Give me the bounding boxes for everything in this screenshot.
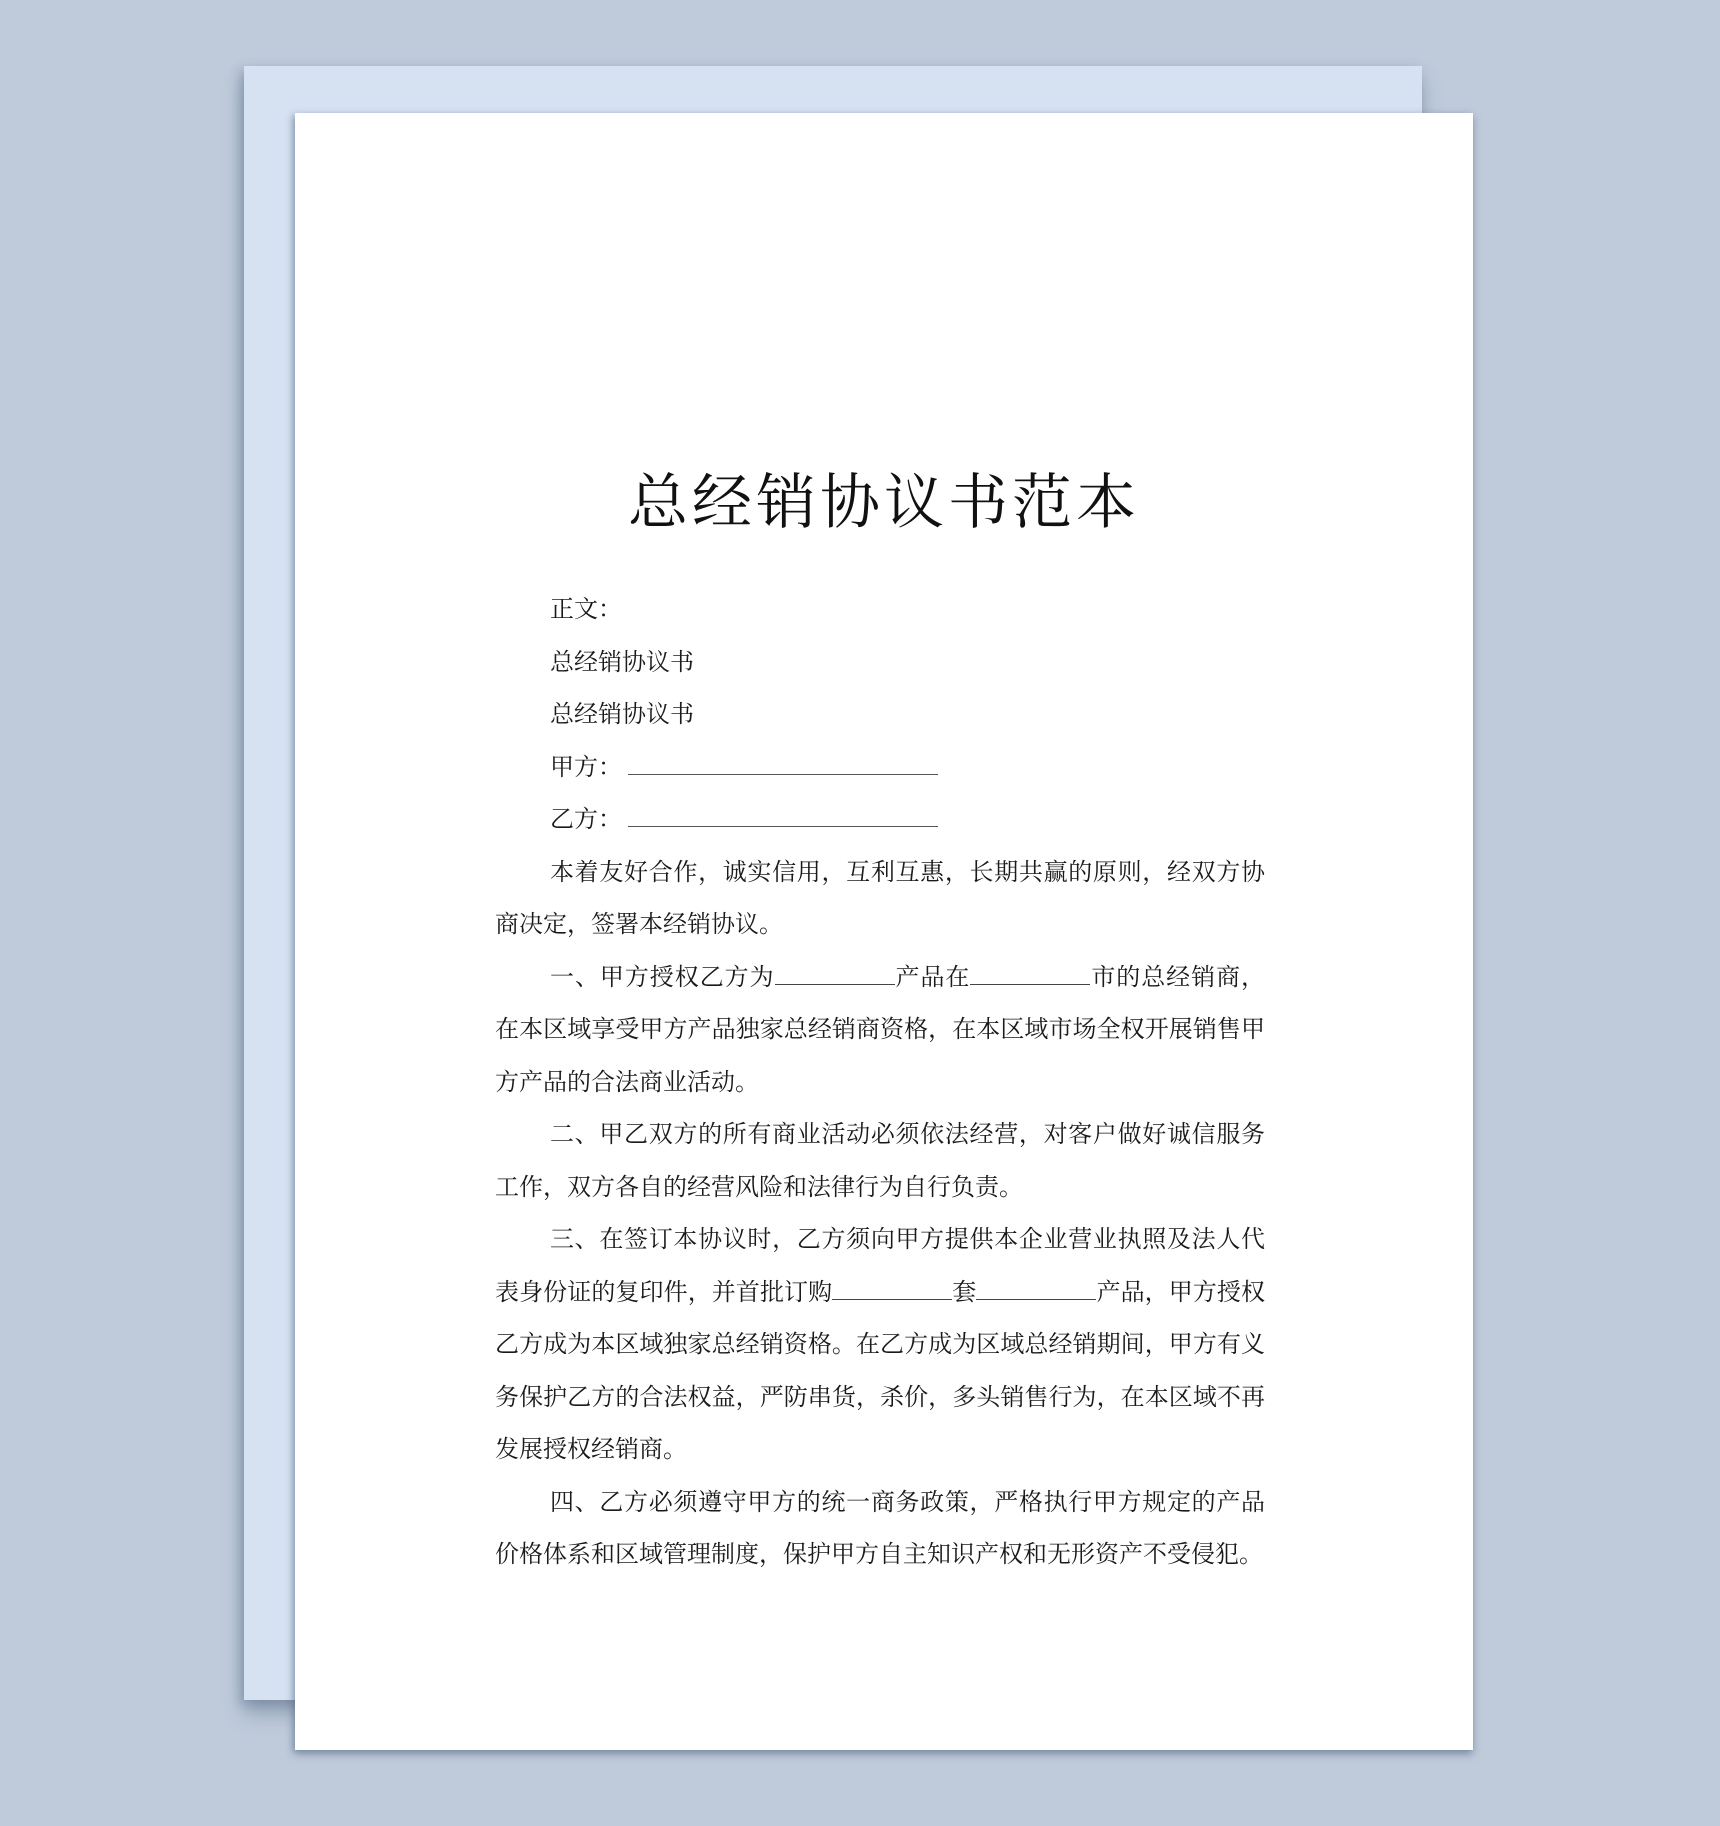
body-label-line: 正文： — [550, 595, 622, 623]
clause-4-paragraph: 四、乙方必须遵守甲方的统一商务政策，严格执行甲方规定的产品价格体系和区域管理制度，保护甲方自主知识产权和无形资产不受侵犯。 — [495, 1487, 1265, 1568]
clause-3-text-a: 三、在签订本协议时，乙方须向甲方提供本企业营业执照及法人代表身份证的复印件，并首批订购 — [495, 1225, 1265, 1306]
party-a-label: 甲方： — [550, 752, 622, 781]
agreement-heading-line: 总经销协议书 — [550, 700, 694, 728]
party-b-blank-field[interactable] — [628, 804, 938, 827]
party-a-line — [495, 741, 1265, 794]
city-blank-field[interactable] — [970, 962, 1090, 985]
clause-1-paragraph — [495, 951, 1265, 1109]
clause-3-paragraph — [495, 1213, 1265, 1476]
document-title: 总经销协议书范本 — [628, 468, 1140, 538]
clause-3-text-c: 产品，甲方授权乙方成为本区域独家总经销资格。在乙方成为区域总经销期间，甲方有义务保护乙方的合法权益，严防串货，杀价，多头销售行为，在本区域不再发展授权经销商。 — [495, 1277, 1266, 1463]
party-b-line — [495, 793, 1265, 846]
document-page — [295, 113, 1473, 1750]
preamble-paragraph: 本着友好合作，诚实信用，互利互惠，长期共赢的原则，经双方协商决定，签署本经销协议。 — [495, 857, 1265, 938]
clause-1-text-c: 市的总经销商，在本区域享受甲方产品独家总经销商资格，在本区域市场全权开展销售甲方产品的合法商业活动。 — [495, 962, 1266, 1096]
clause-2-paragraph: 二、甲乙双方的所有商业活动必须依法经营，对客户做好诚信服务工作，双方各自的经营风险和法律行为自行负责。 — [495, 1120, 1265, 1201]
agreement-heading-line: 总经销协议书 — [550, 647, 694, 676]
quantity-blank-field[interactable] — [832, 1277, 952, 1300]
document-body — [495, 583, 1265, 1581]
party-a-blank-field[interactable] — [628, 752, 938, 775]
clause-1-text-b: 产品在 — [894, 962, 971, 991]
clause-3-text-b: 套 — [952, 1277, 977, 1306]
clause-1-text-a: 一、甲方授权乙方为 — [550, 962, 775, 991]
product-name-blank-field[interactable] — [976, 1277, 1096, 1300]
product-blank-field[interactable] — [775, 962, 895, 985]
party-b-label: 乙方： — [550, 805, 622, 833]
